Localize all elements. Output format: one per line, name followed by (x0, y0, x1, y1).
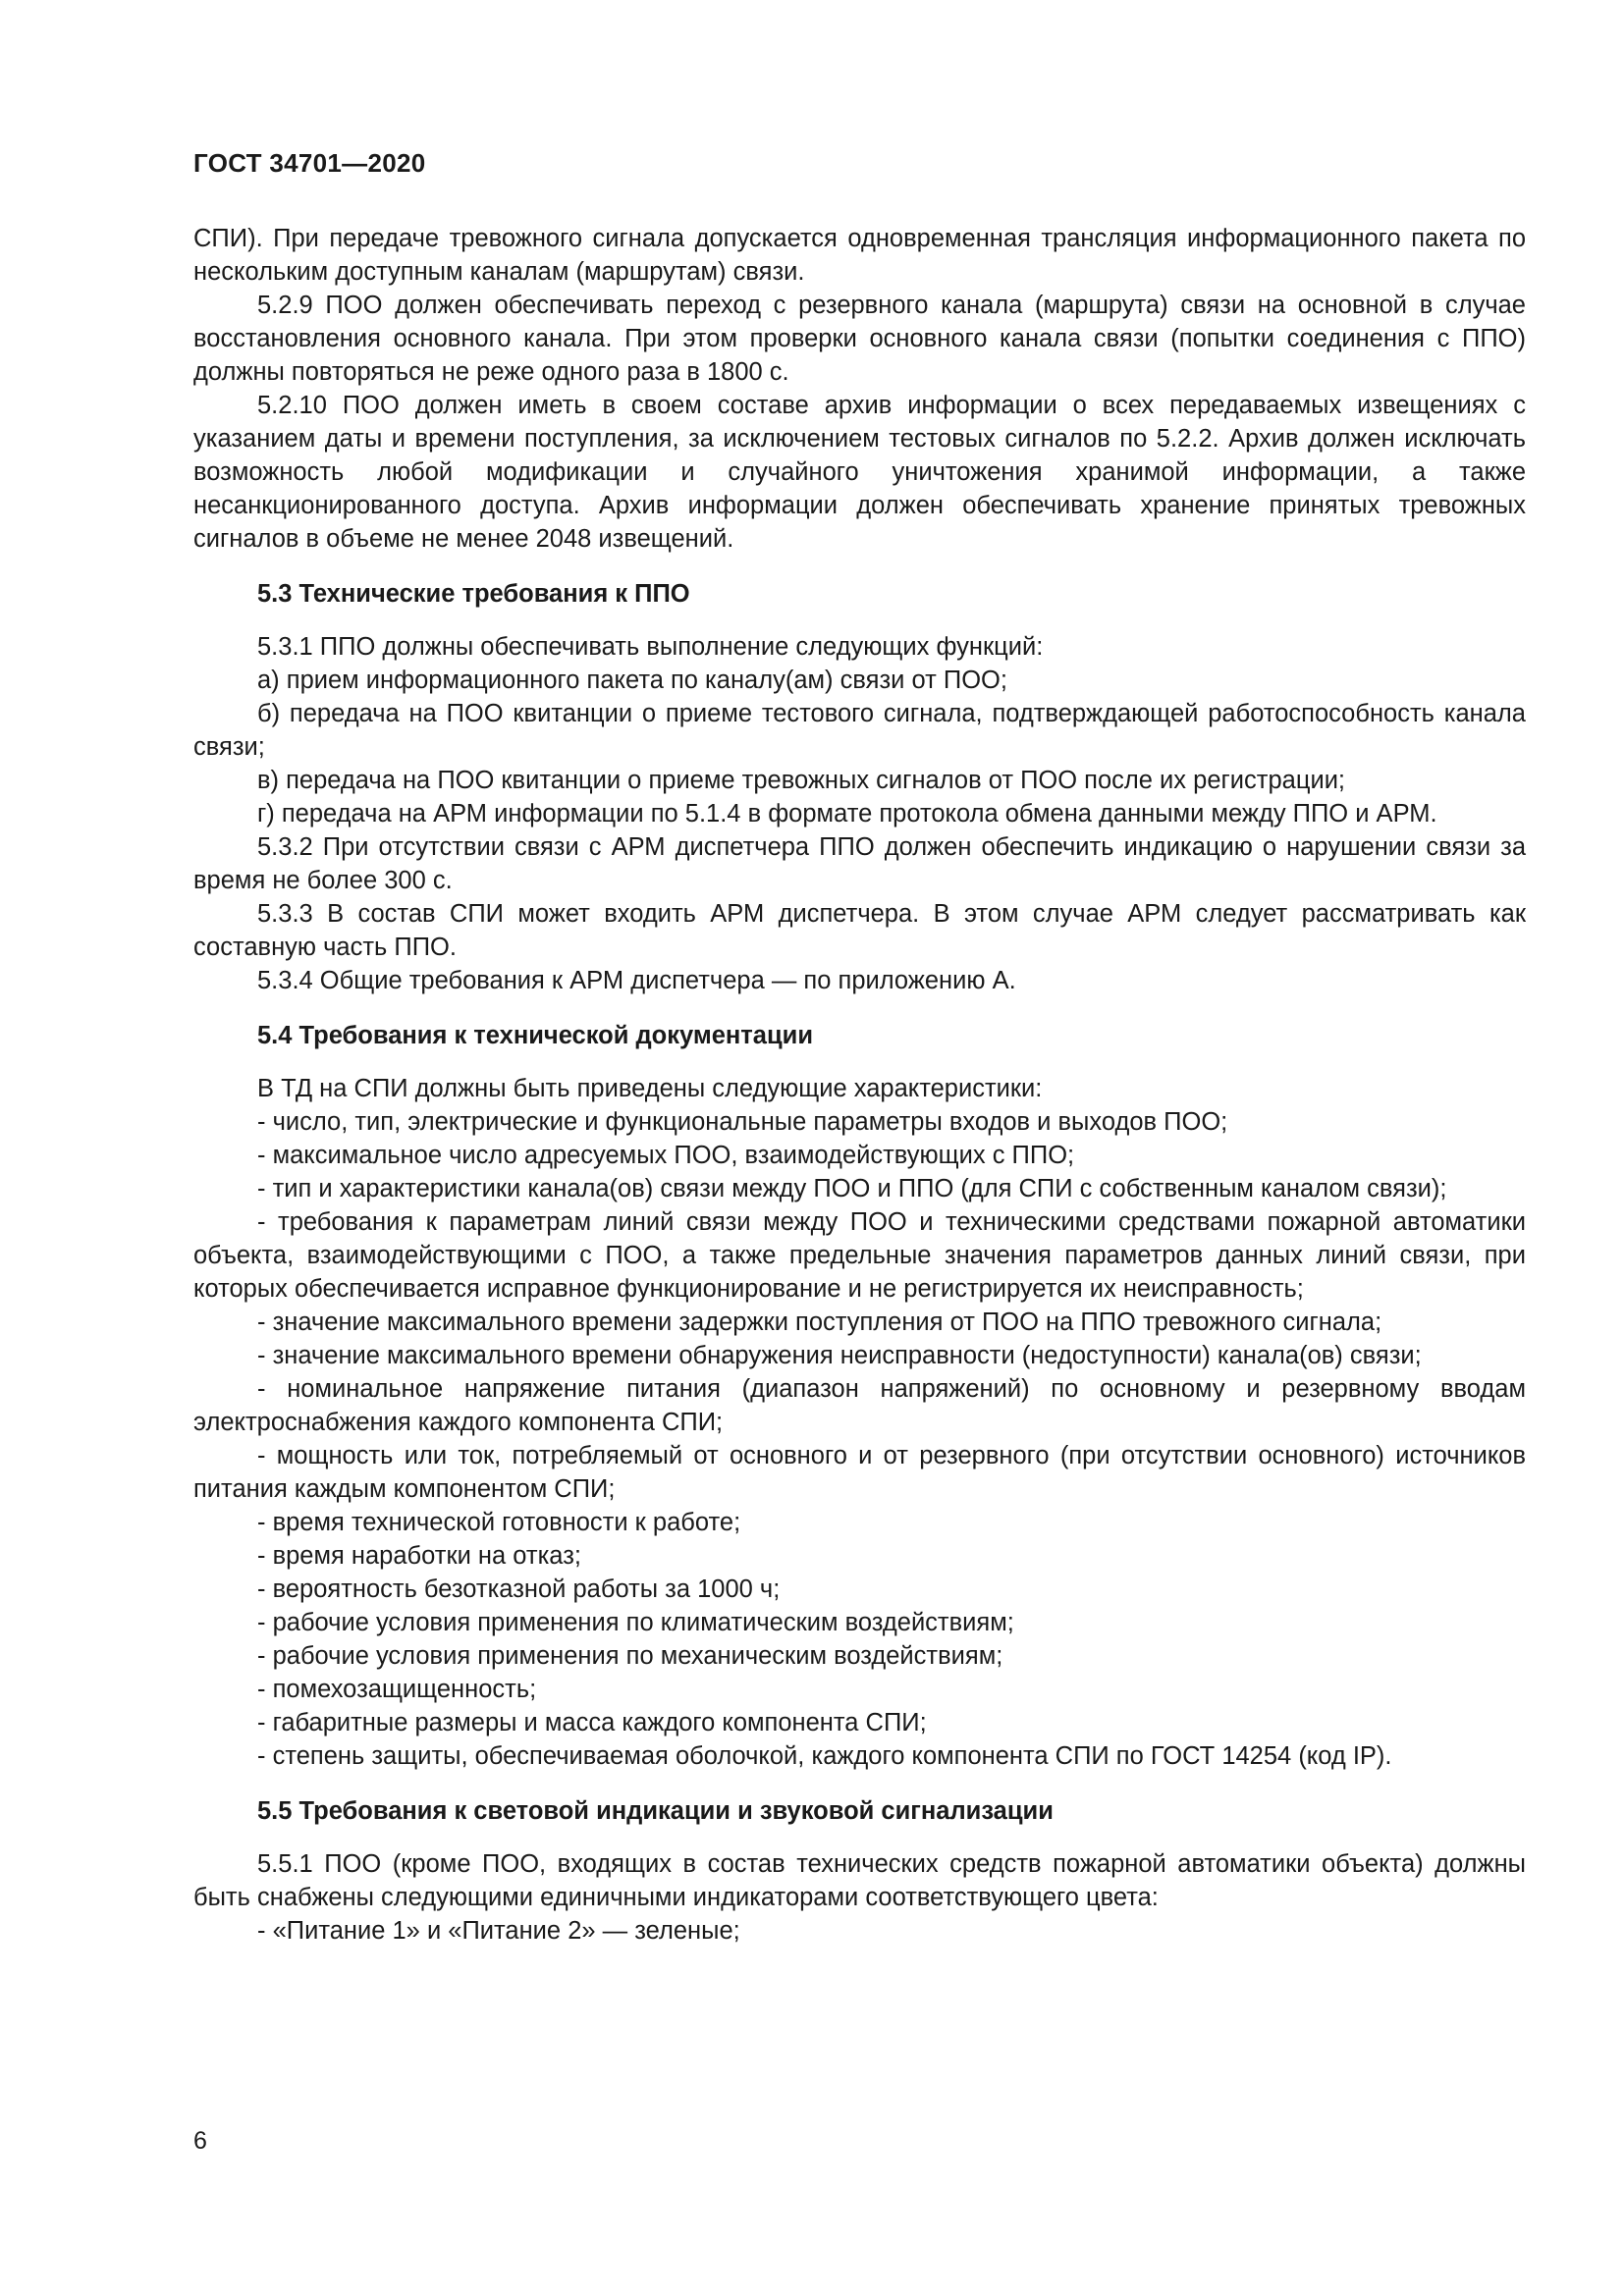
section-heading-5-4: 5.4 Требования к технической документации (257, 1022, 814, 1049)
list-item: - тип и характеристики канала(ов) связи между ПОО и ППО (для СПИ с собственным каналом связи); (257, 1175, 1447, 1202)
list-item: - вероятность безотказной работы за 1000 ч; (257, 1575, 781, 1603)
function-list (193, 664, 1526, 830)
document-header: ГОСТ 34701—2020 (193, 148, 426, 178)
list-item: б) передача на ПОО квитанции о приеме тестового сигнала, подтверждающей работоспособность канала связи; (193, 700, 1526, 761)
indicator-list (193, 1914, 1526, 1948)
list-item: - значение максимального времени обнаружения неисправности (недоступности) канала(ов) связи; (257, 1342, 1422, 1369)
list-item: - «Питание 1» и «Питание 2» — зеленые; (257, 1917, 740, 1945)
paragraph-5-2-10: 5.2.10 ПОО должен иметь в своем составе архив информации о всех передаваемых извещениях с указанием даты и времени поступления, за исключением тестовых сигналов по 5.2.2. Архив должен исключать возможность любой модификации и случайного уничтожения хранимой информации, а также несанкционированного доступа. Архив информации должен обеспечивать хранение принятых тревожных сигналов в объеме не менее 2048 извещений. (193, 392, 1526, 553)
list-item: - рабочие условия применения по механическим воздействиям; (257, 1642, 1003, 1670)
list-item: - мощность или ток, потребляемый от основного и от резервного (при отсутствии основного) источников питания каждым компонентом СПИ; (193, 1442, 1526, 1503)
paragraph-5-2-9: 5.2.9 ПОО должен обеспечивать переход с резервного канала (маршрута) связи на основной в случае восстановления основного канала. При этом проверки основного канала связи (попытки соединения с ППО) должны повторяться не реже одного раза в 1800 с. (193, 292, 1526, 386)
paragraph-5-3-2: 5.3.2 При отсутствии связи с АРМ диспетчера ППО должен обеспечить индикацию о нарушении связи за время не более 300 с. (193, 833, 1526, 894)
list-item: - значение максимального времени задержки поступления от ПОО на ППО тревожного сигнала; (257, 1308, 1382, 1336)
list-item: - время технической готовности к работе; (257, 1509, 741, 1536)
document-body (193, 222, 1526, 1948)
paragraph-5-3-4: 5.3.4 Общие требования к АРМ диспетчера — по приложению А. (257, 967, 1016, 994)
list-item: - габаритные размеры и масса каждого компонента СПИ; (257, 1709, 927, 1736)
paragraph-5-4-intro: В ТД на СПИ должны быть приведены следующие характеристики: (257, 1075, 1043, 1102)
list-item: - максимальное число адресуемых ПОО, взаимодействующих с ППО; (257, 1142, 1075, 1169)
list-item: а) прием информационного пакета по каналу(ам) связи от ПОО; (257, 667, 1007, 694)
list-item: - число, тип, электрические и функциональные параметры входов и выходов ПОО; (257, 1108, 1228, 1136)
section-heading-5-3: 5.3 Технические требования к ППО (257, 580, 690, 608)
list-item: в) передача на ПОО квитанции о приеме тревожных сигналов от ПОО после их регистрации; (257, 767, 1346, 794)
list-item: - помехозащищенность; (257, 1676, 537, 1703)
paragraph-5-3-1: 5.3.1 ППО должны обеспечивать выполнение следующих функций: (257, 633, 1044, 661)
list-item: - номинальное напряжение питания (диапазон напряжений) по основному и резервному вводам электроснабжения каждого компонента СПИ; (193, 1375, 1526, 1436)
list-item: г) передача на АРМ информации по 5.1.4 в формате протокола обмена данными между ППО и АРМ. (257, 800, 1437, 828)
paragraph-5-5-1: 5.5.1 ПОО (кроме ПОО, входящих в состав технических средств пожарной автоматики объекта) должны быть снабжены следующими единичными индикаторами соответствующего цвета: (193, 1850, 1526, 1911)
page-number: 6 (193, 2127, 207, 2155)
list-item: - время наработки на отказ; (257, 1542, 581, 1570)
list-item: - рабочие условия применения по климатическим воздействиям; (257, 1609, 1014, 1636)
list-item: - требования к параметрам линий связи между ПОО и техническими средствами пожарной автоматики объекта, взаимодействующими с ПОО, а также предельные значения параметров данных линий связи, при которых обеспечивается исправное функционирование и не регистрируется их неисправность; (193, 1208, 1526, 1303)
list-item: - степень защиты, обеспечиваемая оболочкой, каждого компонента СПИ по ГОСТ 14254 (код IP). (257, 1742, 1392, 1770)
section-heading-5-5: 5.5 Требования к световой индикации и звуковой сигнализации (257, 1797, 1054, 1825)
paragraph-5-3-3: 5.3.3 В состав СПИ может входить АРМ диспетчера. В этом случае АРМ следует рассматривать как составную часть ППО. (193, 900, 1526, 961)
characteristics-list (193, 1105, 1526, 1773)
paragraph-continuation: СПИ). При передаче тревожного сигнала допускается одновременная трансляция информационного пакета по нескольким доступным каналам (маршрутам) связи. (193, 225, 1526, 286)
